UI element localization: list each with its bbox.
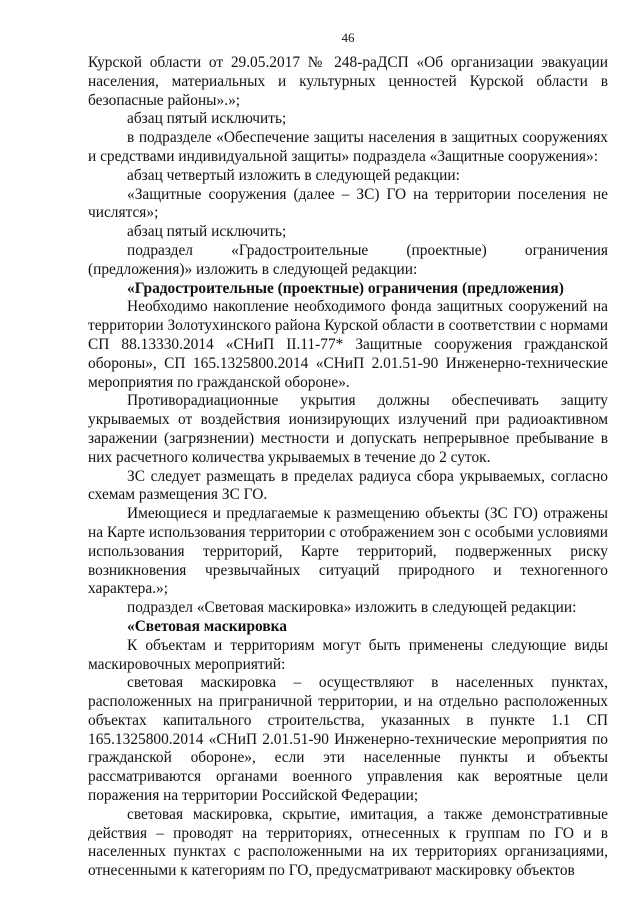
paragraph: подраздел «Градостроительные (проектные) ограничения (предложения)» изложить в следующей редакции: (88, 241, 608, 278)
paragraph: Имеющиеся и предлагаемые к размещению объекты (ЗС ГО) отражены на Карте использования территории с отображением зон с особыми условиями использования территорий, Карте территорий, подверженных риску возникновения чрезвычайных ситуаций природного и техногенного характера.»; (88, 505, 608, 598)
paragraph: Противорадиационные укрытия должны обеспечивать защиту укрываемых от воздействия ионизирующих излучений при радиоактивном заражении (загрязнении) местности и допускать непрерывное пребывание в них расчетного количества укрываемых в течение до 2 суток. (88, 392, 608, 466)
paragraph: «Защитные сооружения (далее – ЗС) ГО на территории поселения не числятся»; (88, 185, 608, 222)
paragraph: ЗС следует размещать в пределах радиуса сбора укрываемых, согласно схемам размещения ЗС ГО. (88, 467, 608, 504)
paragraph: Курской области от 29.05.2017 № 248-раДСП «Об организации эвакуации населения, материальных и культурных ценностей Курской области в безопасные районы».»; (88, 54, 608, 109)
paragraph: световая маскировка, скрытие, имитация, а также демонстративные действия – проводят на территориях, отнесенных к группам по ГО и в населенных пунктах с расположенными на их территориях организациями, отнесенными к категориям по ГО, предусматривают маскировку объектов (88, 805, 608, 880)
paragraph: световая маскировка – осуществляют в населенных пунктах, расположенных на приграничной территории, и на отдельно расположенных объектах капитального строительства, указанных в пункте 1.1 СП 165.1325800.2014 «СНиП 2.01.51-90 Инженерно-технические мероприятия по гражданской обороне», если эти населенные пункты и объекты рассматриваются органами военного управления как вероятные цели поражения на территории Российской Федерации; (88, 674, 608, 805)
paragraph: в подразделе «Обеспечение защиты населения в защитных сооружениях и средствами индивидуальной защиты» подраздела «Защитные сооружения»: (88, 129, 608, 165)
paragraph: абзац четвертый изложить в следующей редакции: (127, 166, 460, 184)
section-heading: «Градостроительные (проектные) ограничения (предложения) (127, 279, 564, 297)
paragraph: К объектам и территориям могут быть применены следующие виды маскировочных мероприятий: (88, 636, 608, 673)
page-number: 46 (341, 30, 355, 45)
paragraph: Необходимо накопление необходимого фонда защитных сооружений на территории Золотухинского района Курской области в соответствии с нормами СП 88.13330.2014 «СНиП II.11-77* Защитные сооружения гражданской обороны», СП 165.1325800.2014 «СНиП 2.01.51-90 Инженерно-технические мероприятия по гражданской обороне». (88, 298, 608, 391)
section-heading: «Световая маскировка (127, 617, 287, 635)
document-body (88, 54, 608, 881)
paragraph: абзац пятый исключить; (127, 223, 287, 241)
paragraph: подраздел «Световая маскировка» изложить в следующей редакции: (127, 599, 577, 617)
paragraph: абзац пятый исключить; (127, 110, 287, 128)
